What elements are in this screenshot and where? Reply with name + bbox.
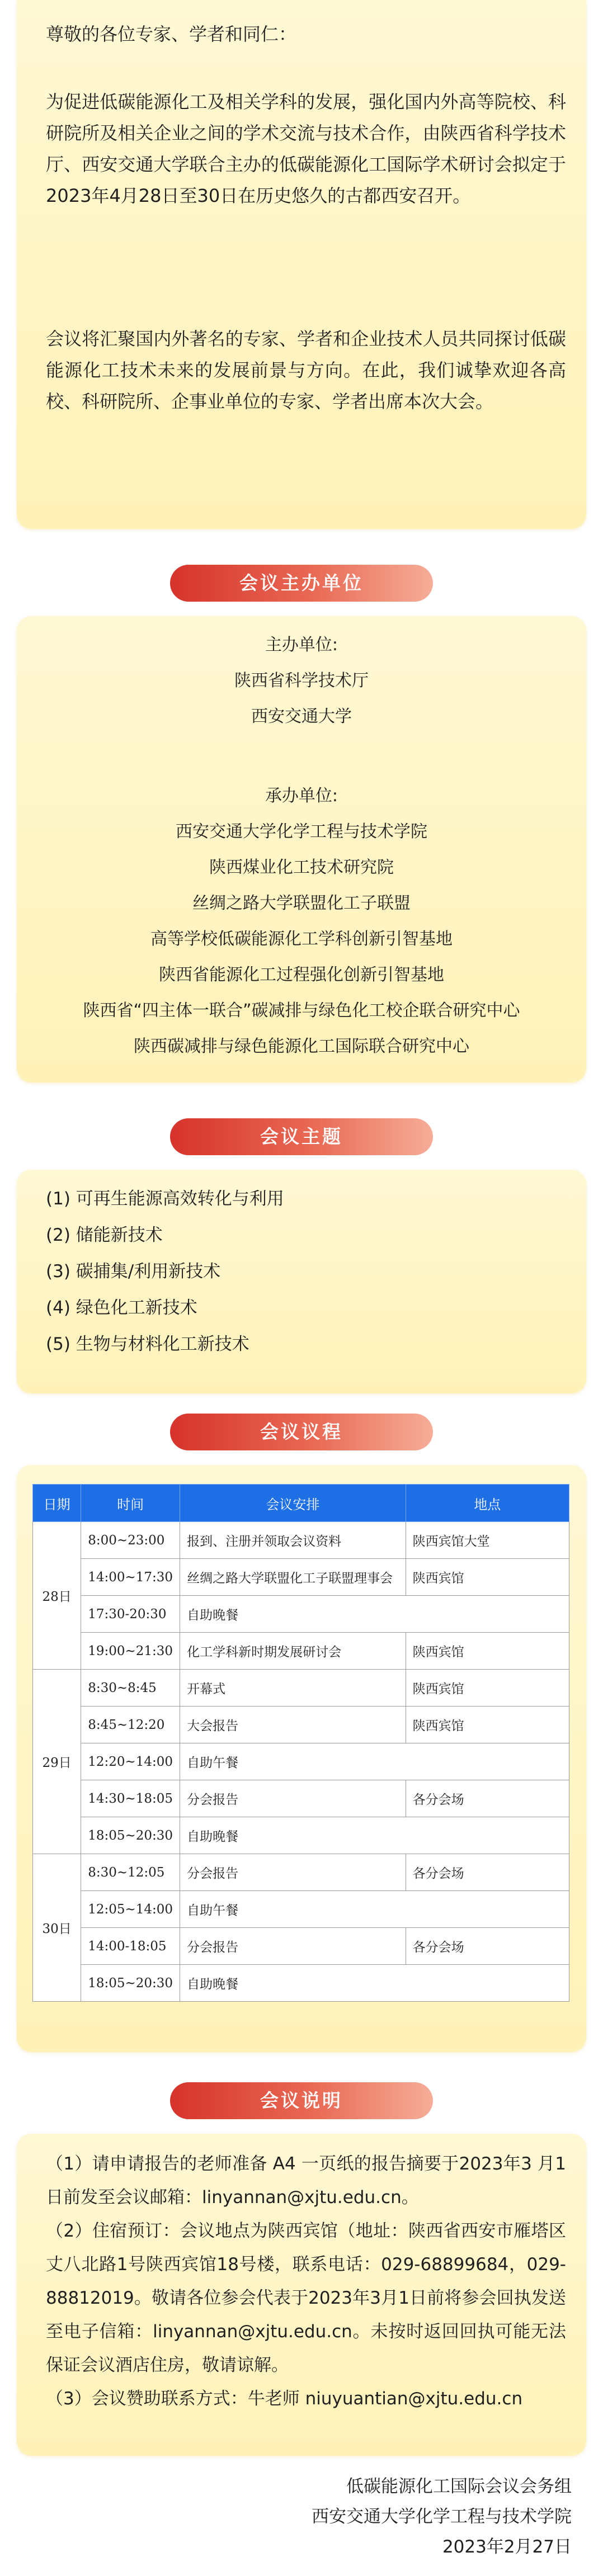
- time-cell: 14:00~17:30: [81, 1559, 180, 1596]
- time-cell: 8:00~23:00: [81, 1522, 180, 1559]
- notes-card: [17, 2134, 586, 2456]
- item-cell: 分会报告: [180, 1780, 406, 1817]
- table-row: [33, 1780, 569, 1817]
- place-cell: 陕西宾馆: [406, 1707, 569, 1743]
- time-cell: 12:20~14:00: [81, 1743, 180, 1780]
- header-date: 日期: [33, 1485, 81, 1522]
- host-list: [17, 627, 586, 735]
- place-cell: 各分会场: [406, 1780, 569, 1817]
- topic-item: (1) 可再生能源高效转化与利用: [46, 1189, 284, 1209]
- time-cell: 14:30~18:05: [81, 1780, 180, 1817]
- table-row: [33, 1633, 569, 1670]
- cohost-item: 陕西碳减排与绿色能源化工国际联合研究中心: [134, 1037, 469, 1056]
- topic-item: (5) 生物与材料化工新技术: [46, 1334, 249, 1354]
- note-item: （2）住宿预订：会议地点为陕西宾馆（地址：陕西省西安市雁塔区丈八北路1号陕西宾馆18号楼，联系电话：029-68899684，029-88812019。敬请各位参会代表于2023年3月1日前将参会回执发送至电子信箱：linyannan@xjtu.edu.cn。未按时返回回执可能无法保证会议酒店住房，敬请谅解。: [46, 2221, 566, 2375]
- greeting: 尊敬的各位专家、学者和同仁：: [46, 23, 297, 45]
- time-cell: 8:30~12:05: [81, 1854, 180, 1891]
- table-row: [33, 1817, 569, 1854]
- cohost-item: 高等学校低碳能源化工学科创新引智基地: [150, 929, 453, 949]
- day-cell: 28日: [33, 1522, 81, 1670]
- place-cell: 各分会场: [406, 1928, 569, 1965]
- host-item: 陕西省科学技术厅: [234, 671, 369, 691]
- place-cell: 陕西宾馆: [406, 1559, 569, 1596]
- organizers-title: 会议主办单位: [170, 565, 433, 602]
- time-cell: 19:00~21:30: [81, 1633, 180, 1670]
- agenda-table: [32, 1484, 569, 2002]
- intro-paragraph-1: 为促进低碳能源化工及相关学科的发展，强化国内外高等院校、科研院所及相关企业之间的学术交流与技术合作，由陕西省科学技术厅、西安交通大学联合主办的低碳能源化工国际学术研讨会拟定于2023年4月28日至30日在历史悠久的古都西安召开。: [46, 91, 566, 206]
- item-cell: 开幕式: [180, 1670, 406, 1707]
- time-cell: 8:45~12:20: [81, 1707, 180, 1743]
- cohost-item: 陕西省“四主体一联合”碳减排与绿色化工校企联合研究中心: [83, 1001, 520, 1020]
- note-item: （3）会议赞助联系方式：牛老师 niuyuantian@xjtu.edu.cn: [46, 2389, 523, 2409]
- agenda-header-row: [33, 1485, 569, 1522]
- organizers-card: [17, 616, 586, 1083]
- topic-item: (2) 储能新技术: [46, 1225, 163, 1245]
- day-cell: 29日: [33, 1670, 81, 1854]
- item-cell: 丝绸之路大学联盟化工子联盟理事会: [180, 1559, 406, 1596]
- time-cell: 14:00-18:05: [81, 1928, 180, 1965]
- note-item: （1）请申请报告的老师准备 A4 一页纸的报告摘要于2023年3 月1 日前发至会议邮箱：linyannan@xjtu.edu.cn。: [46, 2154, 566, 2208]
- item-cell: 自助午餐: [180, 1743, 569, 1780]
- day-cell: 30日: [33, 1854, 81, 2002]
- agenda-title: 会议议程: [170, 1414, 433, 1450]
- table-row: [33, 1891, 569, 1928]
- topic-list: [46, 1181, 284, 1363]
- host-item: 西安交通大学: [251, 707, 352, 726]
- footer: [180, 2471, 572, 2562]
- time-cell: 18:05~20:30: [81, 1817, 180, 1854]
- table-row: [33, 1854, 569, 1891]
- table-row: [33, 1743, 569, 1780]
- table-row: [33, 1559, 569, 1596]
- table-row: [33, 1522, 569, 1559]
- place-cell: 陕西宾馆: [406, 1670, 569, 1707]
- cohost-item: 西安交通大学化学工程与技术学院: [176, 822, 427, 842]
- place-cell: 各分会场: [406, 1854, 569, 1891]
- topic-item: (3) 碳捕集/利用新技术: [46, 1261, 221, 1282]
- table-row: [33, 1670, 569, 1707]
- table-row: [33, 1596, 569, 1633]
- footer-org-1: 低碳能源化工国际会议会务组: [346, 2476, 572, 2497]
- item-cell: 大会报告: [180, 1707, 406, 1743]
- item-cell: 分会报告: [180, 1928, 406, 1965]
- notes-list: [46, 2147, 566, 2416]
- item-cell: 报到、注册并领取会议资料: [180, 1522, 406, 1559]
- footer-date: 2023年2月27日: [442, 2537, 572, 2557]
- cohost-list: [17, 778, 586, 1065]
- host-label: 主办单位:: [265, 635, 338, 655]
- agenda-card: [17, 1465, 586, 2052]
- agenda-table-wrap: [32, 1484, 569, 2002]
- time-cell: 18:05~20:30: [81, 1965, 180, 2002]
- footer-org-2: 西安交通大学化学工程与技术学院: [312, 2507, 572, 2527]
- topics-card: [17, 1170, 586, 1393]
- cohost-label: 承办单位:: [265, 786, 338, 806]
- place-cell: 陕西宾馆: [406, 1633, 569, 1670]
- item-cell: 自助晚餐: [180, 1596, 569, 1633]
- item-cell: 自助晚餐: [180, 1817, 569, 1854]
- header-time: 时间: [81, 1485, 180, 1522]
- topics-title: 会议主题: [170, 1118, 433, 1155]
- time-cell: 12:05~14:00: [81, 1891, 180, 1928]
- cohost-item: 陕西省能源化工过程强化创新引智基地: [159, 965, 444, 985]
- table-row: [33, 1928, 569, 1965]
- cohost-item: 陕西煤业化工技术研究院: [209, 858, 394, 877]
- time-cell: 17:30-20:30: [81, 1596, 180, 1633]
- notes-title: 会议说明: [170, 2082, 433, 2119]
- cohost-item: 丝绸之路大学联盟化工子联盟: [192, 894, 411, 913]
- intro-card: [17, 0, 586, 529]
- item-cell: 化工学科新时期发展研讨会: [180, 1633, 406, 1670]
- item-cell: 自助午餐: [180, 1891, 569, 1928]
- table-row: [33, 1707, 569, 1743]
- time-cell: 8:30~8:45: [81, 1670, 180, 1707]
- place-cell: 陕西宾馆大堂: [406, 1522, 569, 1559]
- topic-item: (4) 绿色化工新技术: [46, 1298, 197, 1318]
- table-row: [33, 1965, 569, 2002]
- item-cell: 分会报告: [180, 1854, 406, 1891]
- item-cell: 自助晚餐: [180, 1965, 569, 2002]
- header-item: 会议安排: [180, 1485, 406, 1522]
- header-place: 地点: [406, 1485, 569, 1522]
- intro-paragraph-2: 会议将汇聚国内外著名的专家、学者和企业技术人员共同探讨低碳能源化工技术未来的发展前景与方向。在此，我们诚挚欢迎各高校、科研院所、企事业单位的专家、学者出席本次大会。: [46, 328, 566, 412]
